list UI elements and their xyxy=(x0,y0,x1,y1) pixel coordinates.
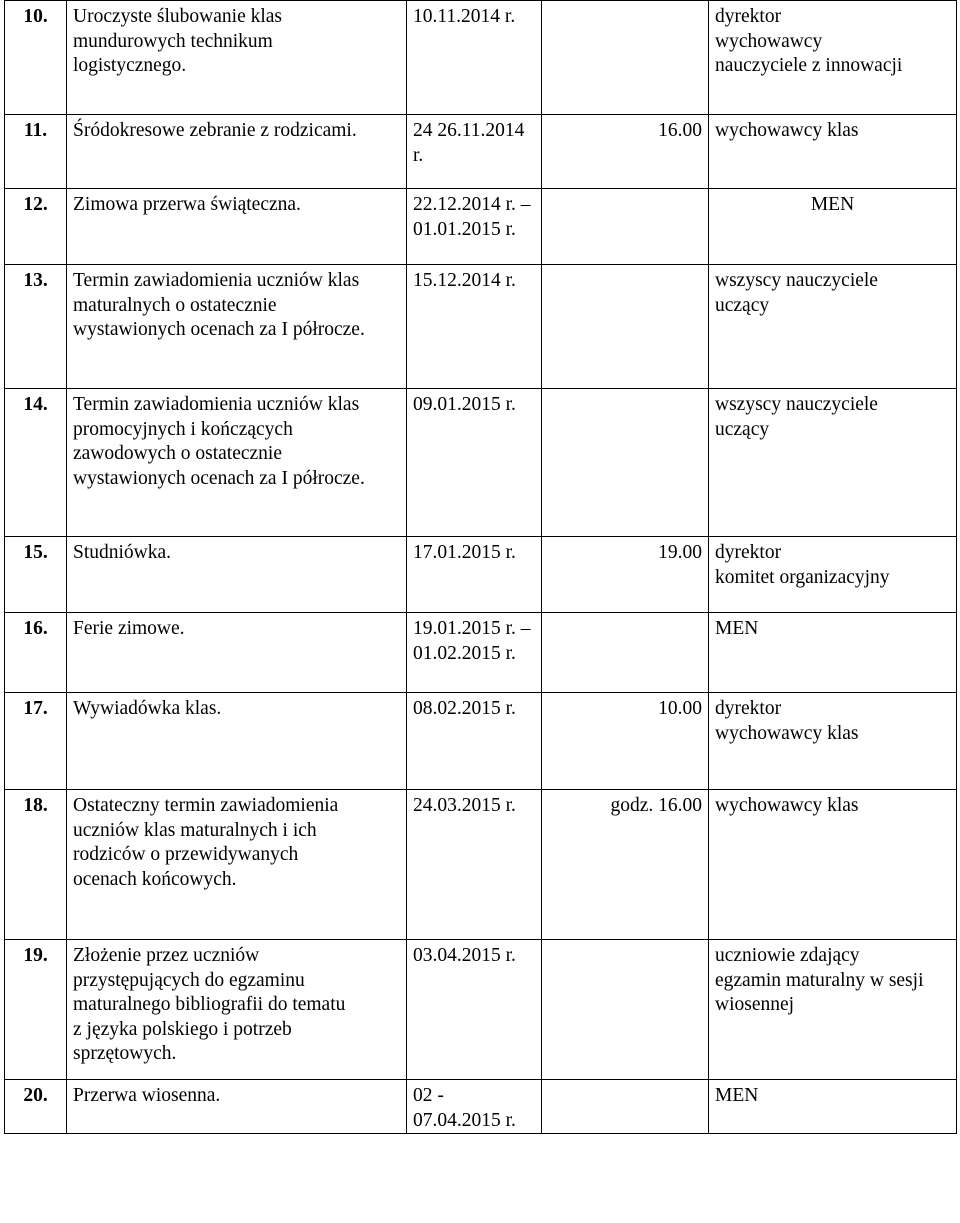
item-number-cell: 11. xyxy=(5,115,67,189)
item-number-cell: 19. xyxy=(5,940,67,1080)
time-cell: 10.00 xyxy=(542,693,709,790)
time-cell xyxy=(542,1,709,115)
table-row xyxy=(5,115,957,189)
date-cell: 10.11.2014 r. xyxy=(407,1,542,115)
table-row xyxy=(5,189,957,265)
event-cell: Termin zawiadomienia uczniów klas promocyjnych i kończących zawodowych o ostatecznie wystawionych ocenach za I półrocze. xyxy=(67,389,407,537)
responsible-cell: MEN xyxy=(709,1080,957,1134)
responsible-cell: uczniowie zdający egzamin maturalny w sesji wiosennej xyxy=(709,940,957,1080)
date-cell: 03.04.2015 r. xyxy=(407,940,542,1080)
event-cell: Zimowa przerwa świąteczna. xyxy=(67,189,407,265)
table-row xyxy=(5,537,957,613)
table-row xyxy=(5,790,957,940)
responsible-cell: wychowawcy klas xyxy=(709,115,957,189)
table-row xyxy=(5,389,957,537)
time-cell xyxy=(542,940,709,1080)
item-number-cell: 15. xyxy=(5,537,67,613)
time-cell xyxy=(542,1080,709,1134)
item-number-cell: 16. xyxy=(5,613,67,693)
table-row xyxy=(5,693,957,790)
table-row xyxy=(5,1,957,115)
event-cell: Ferie zimowe. xyxy=(67,613,407,693)
item-number-cell: 14. xyxy=(5,389,67,537)
date-cell: 02 - 07.04.2015 r. xyxy=(407,1080,542,1134)
time-cell xyxy=(542,265,709,389)
responsible-cell: dyrektor wychowawcy nauczyciele z innowacji xyxy=(709,1,957,115)
date-cell: 15.12.2014 r. xyxy=(407,265,542,389)
event-cell: Uroczyste ślubowanie klas mundurowych technikum logistycznego. xyxy=(67,1,407,115)
event-cell: Studniówka. xyxy=(67,537,407,613)
time-cell: 16.00 xyxy=(542,115,709,189)
school-calendar-table xyxy=(4,0,957,1134)
table-body xyxy=(5,1,957,1134)
date-cell: 24.03.2015 r. xyxy=(407,790,542,940)
date-cell: 09.01.2015 r. xyxy=(407,389,542,537)
table-row xyxy=(5,613,957,693)
date-cell: 22.12.2014 r. – 01.01.2015 r. xyxy=(407,189,542,265)
date-cell: 24 26.11.2014 r. xyxy=(407,115,542,189)
event-cell: Termin zawiadomienia uczniów klas maturalnych o ostatecznie wystawionych ocenach za I półrocze. xyxy=(67,265,407,389)
event-cell: Wywiadówka klas. xyxy=(67,693,407,790)
item-number-cell: 13. xyxy=(5,265,67,389)
event-cell: Ostateczny termin zawiadomienia uczniów klas maturalnych i ich rodziców o przewidywanych ocenach końcowych. xyxy=(67,790,407,940)
item-number-cell: 20. xyxy=(5,1080,67,1134)
responsible-cell: wychowawcy klas xyxy=(709,790,957,940)
responsible-cell: MEN xyxy=(709,189,957,265)
time-cell: 19.00 xyxy=(542,537,709,613)
item-number-cell: 17. xyxy=(5,693,67,790)
date-cell: 08.02.2015 r. xyxy=(407,693,542,790)
responsible-cell: wszyscy nauczyciele uczący xyxy=(709,265,957,389)
time-cell xyxy=(542,189,709,265)
time-cell xyxy=(542,613,709,693)
responsible-cell: MEN xyxy=(709,613,957,693)
event-cell: Złożenie przez uczniów przystępujących do egzaminu maturalnego bibliografii do tematu z języka polskiego i potrzeb sprzętowych. xyxy=(67,940,407,1080)
responsible-cell: dyrektor komitet organizacyjny xyxy=(709,537,957,613)
date-cell: 17.01.2015 r. xyxy=(407,537,542,613)
responsible-cell: wszyscy nauczyciele uczący xyxy=(709,389,957,537)
item-number-cell: 18. xyxy=(5,790,67,940)
responsible-cell: dyrektor wychowawcy klas xyxy=(709,693,957,790)
date-cell: 19.01.2015 r. – 01.02.2015 r. xyxy=(407,613,542,693)
table-row xyxy=(5,940,957,1080)
table-row xyxy=(5,265,957,389)
event-cell: Śródokresowe zebranie z rodzicami. xyxy=(67,115,407,189)
time-cell xyxy=(542,389,709,537)
table-row xyxy=(5,1080,957,1134)
item-number-cell: 10. xyxy=(5,1,67,115)
event-cell: Przerwa wiosenna. xyxy=(67,1080,407,1134)
item-number-cell: 12. xyxy=(5,189,67,265)
time-cell: godz. 16.00 xyxy=(542,790,709,940)
